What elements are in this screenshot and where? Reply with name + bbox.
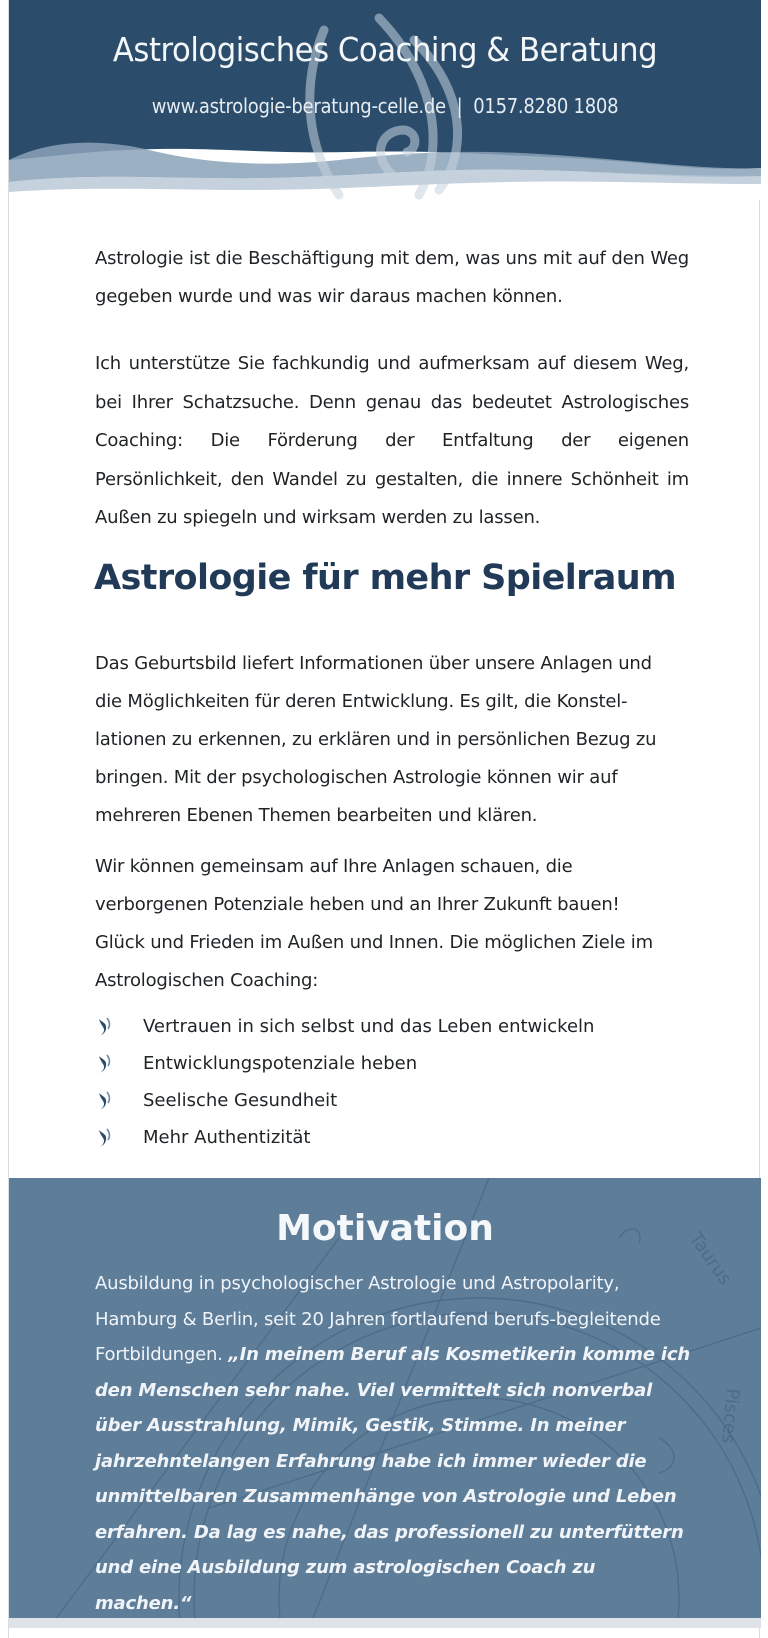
flame-swirl-icon — [97, 1091, 111, 1111]
zodiac-label-taurus: Taurus — [684, 1228, 736, 1289]
section-heading-motivation: Motivation — [276, 1208, 494, 1249]
spielraum-paragraph-2: Wir können gemeinsam auf Ihre Anlagen schauen, die verborgenen Potenziale heben und an Ihrer Zukunft bauen! Glück und Frieden im Außen und Innen. Die möglichen Ziele im Astrologischen Coaching: — [95, 856, 653, 991]
goal-item — [95, 1082, 689, 1119]
motivation-text: Ausbildung in psychologischer Astrologie und Astropolarity, Hamburg & Berlin, seit 20 Jahren fortlaufend berufs-begleitende Fortbildungen. — [95, 1273, 661, 1365]
goals-list — [95, 1008, 689, 1156]
goal-item — [95, 1008, 689, 1045]
goal-item — [95, 1045, 689, 1082]
intro-section — [95, 240, 689, 316]
goal-label: Entwicklungspotenziale heben — [143, 1053, 418, 1074]
header-banner — [9, 0, 761, 200]
flame-swirl-icon — [97, 1054, 111, 1074]
intro-paragraph-1: Astrologie ist die Beschäftigung mit dem, was uns mit auf den Weg gegeben wurde und was wir daraus machen können. — [95, 248, 689, 307]
phone-number[interactable]: 0157.8280 1808 — [473, 94, 619, 118]
intro-section-2 — [95, 345, 689, 538]
flyer-page — [8, 0, 760, 1638]
zodiac-label-pisces: Pisces — [717, 1387, 743, 1445]
flame-swirl-icon — [97, 1017, 111, 1037]
motivation-paragraph — [95, 1266, 695, 1621]
goal-label: Seelische Gesundheit — [143, 1090, 338, 1111]
motivation-section — [9, 1178, 761, 1628]
header-contact-line — [47, 94, 724, 118]
flame-swirl-icon — [97, 1128, 111, 1148]
header-title: Astrologisches Coaching & Beratung — [112, 30, 658, 69]
spielraum-paragraph-1: Das Geburtsbild liefert Informationen über unsere Anlagen und die Möglichkeiten für deren Entwicklung. Es gilt, die Konstel-lationen zu erkennen, zu erklären und in persönlichen Bezug zu bringen. Mit der psychologischen Astrologie können wir auf mehreren Ebenen Themen bearbeiten und klären. — [95, 653, 657, 826]
goal-item — [95, 1119, 689, 1156]
goals-list-container — [95, 1008, 689, 1156]
goal-label: Vertrauen in sich selbst und das Leben entwickeln — [143, 1016, 595, 1037]
section-heading-spielraum: Astrologie für mehr Spielraum — [94, 558, 676, 598]
page-bottom-edge — [9, 1618, 761, 1628]
intro-paragraph-2: Ich unterstütze Sie fachkundig und aufmerksam auf diesem Weg, bei Ihrer Schatzsuche. Denn genau das bedeutet Astrologisches Coaching: Die Förderung der Entfaltung der eigenen Persönlichkeit, den Wandel zu gestalten, die innere Schönheit im Außen zu spiegeln und wirksam werden zu lassen. — [95, 353, 689, 528]
spielraum-section — [95, 645, 689, 835]
website-link[interactable]: www.astrologie-beratung-celle.de — [151, 94, 446, 118]
spielraum-section-2 — [95, 848, 689, 1000]
motivation-quote: „In meinem Beruf als Kosmetikerin komme ich den Menschen sehr nahe. Viel vermittelt sich nonverbal über Ausstrahlung, Mimik, Gestik, Stimme. In meiner jahrzehntelangen Erfahrung habe ich immer wieder die unmittelbaren Zusammenhänge von Astrologie und Leben erfahren. Da lag es nahe, das professionell zu unterfüttern und eine Ausbildung zum astrologischen Coach zu machen.“ — [95, 1344, 690, 1614]
contact-separator: | — [456, 94, 463, 118]
goal-label: Mehr Authentizität — [143, 1127, 311, 1148]
